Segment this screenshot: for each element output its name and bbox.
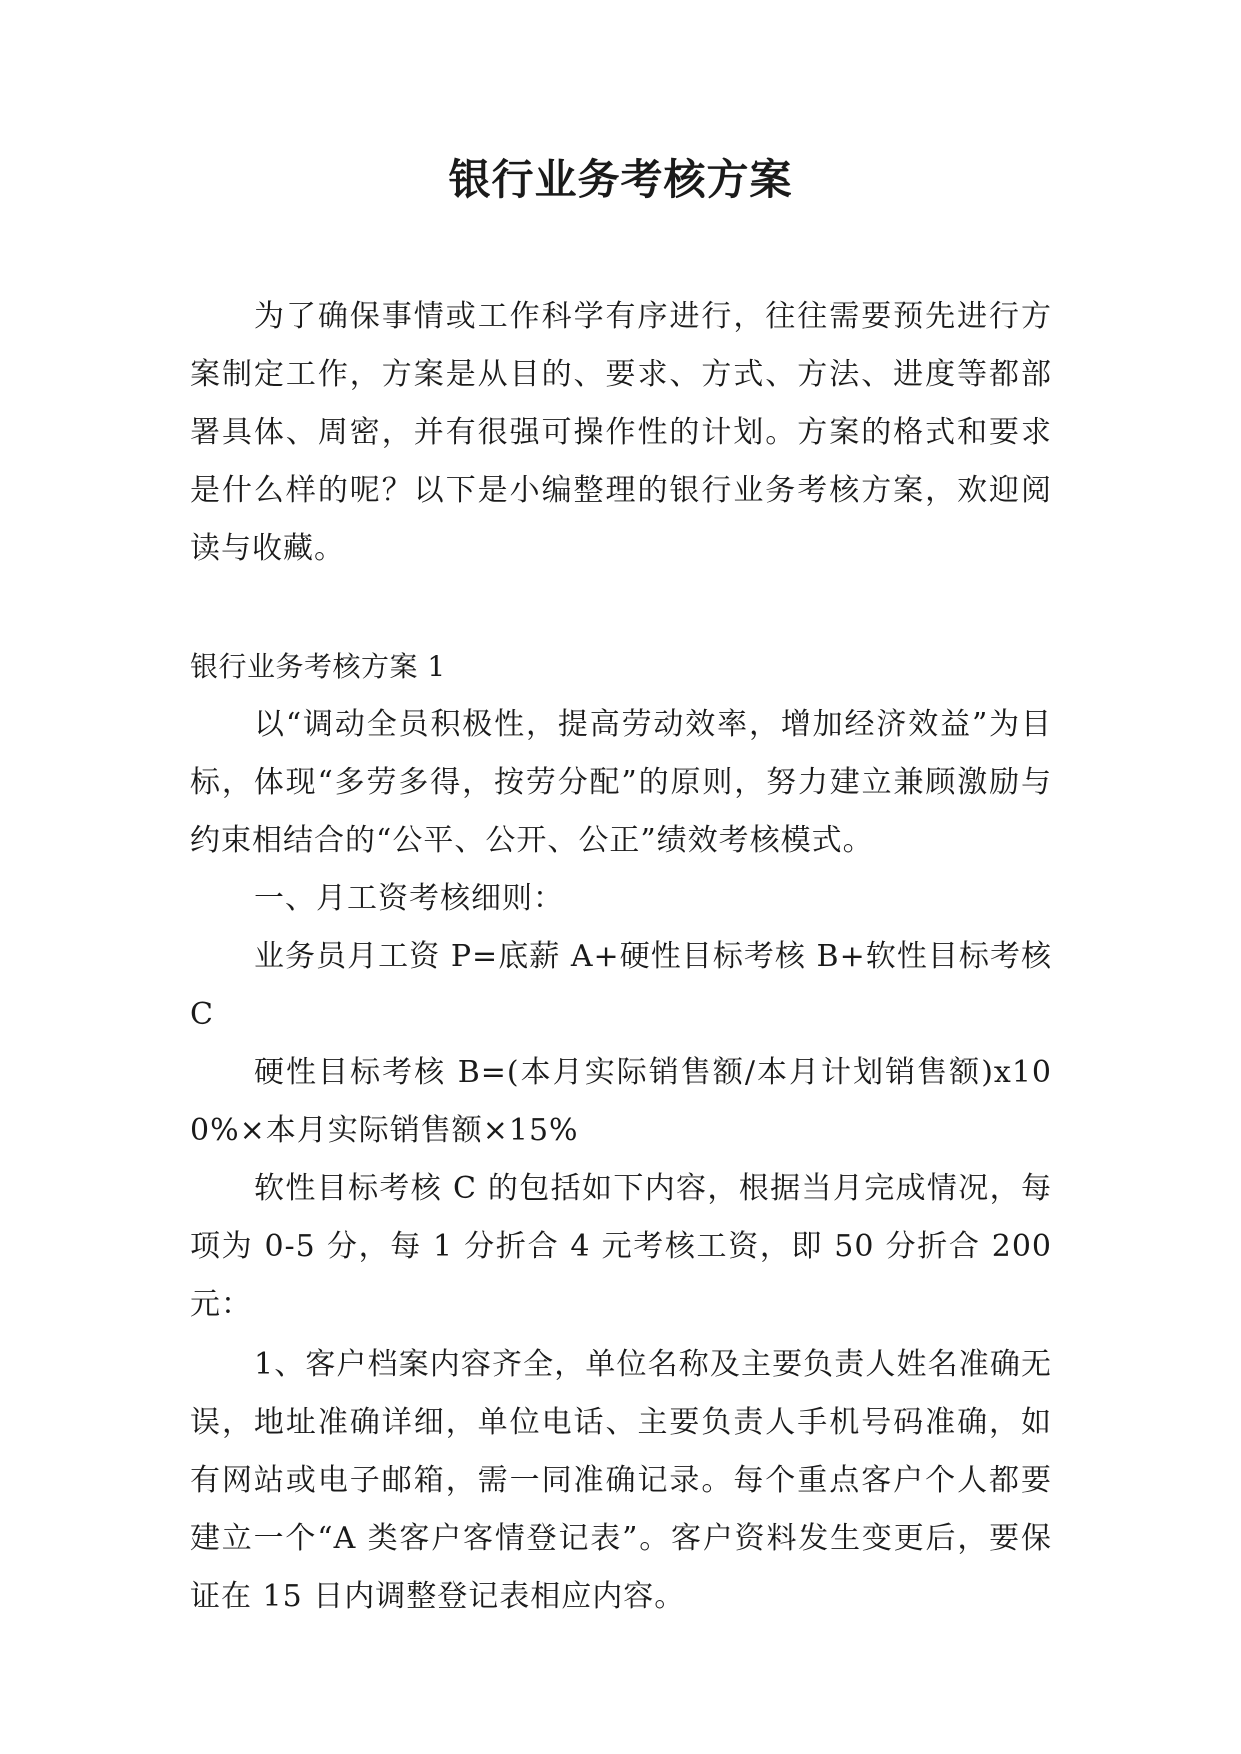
goal-paragraph: 以“调动全员积极性，提高劳动效率，增加经济效益”为目标，体现“多劳多得，按劳分配”的原则，努力建立兼顾激励与约束相结合的“公平、公开、公正”绩效考核模式。 [190, 707, 1052, 858]
section-heading: 银行业务考核方案 1 [190, 650, 446, 683]
document-title: 银行业务考核方案 [448, 155, 793, 204]
document-body [190, 288, 1052, 1626]
monthly-salary-heading: 一、月工资考核细则： [254, 881, 564, 916]
hard-target-formula: 硬性目标考核 B=(本月实际销售额/本月计划销售额)x100%×本月实际销售额×15% [190, 1055, 1052, 1148]
spacer [190, 578, 1052, 638]
salary-formula: 业务员月工资 P=底薪 A+硬性目标考核 B+软性目标考核 C [190, 939, 1052, 1032]
soft-target-paragraph: 软性目标考核 C 的包括如下内容，根据当月完成情况，每项为 0-5 分，每 1 分折合 4 元考核工资，即 50 分折合 200 元： [190, 1171, 1052, 1322]
customer-file-paragraph: 1、客户档案内容齐全，单位名称及主要负责人姓名准确无误，地址准确详细，单位电话、主要负责人手机号码准确，如有网站或电子邮箱，需一同准确记录。每个重点客户个人都要建立一个“A 类客户客情登记表”。客户资料发生变更后，要保证在 15 日内调整登记表相应内容。 [190, 1347, 1052, 1614]
intro-paragraph: 为了确保事情或工作科学有序进行，往往需要预先进行方案制定工作，方案是从目的、要求、方式、方法、进度等都部署具体、周密，并有很强可操作性的计划。方案的格式和要求是什么样的呢？以下是小编整理的银行业务考核方案，欢迎阅读与收藏。 [190, 299, 1052, 566]
